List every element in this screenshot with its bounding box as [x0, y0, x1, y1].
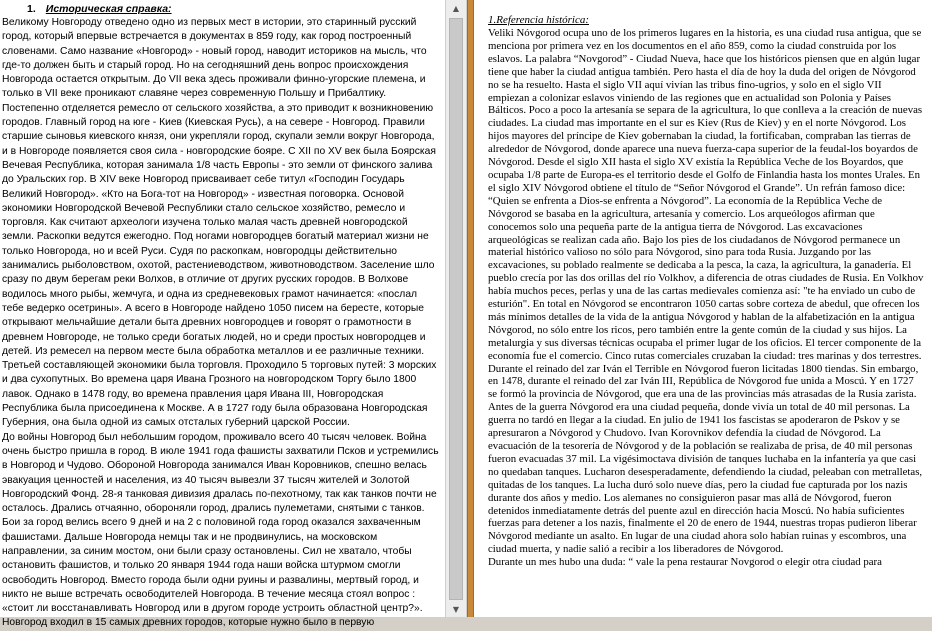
pane-splitter[interactable] [467, 0, 474, 617]
scroll-up-arrow-icon[interactable]: ▲ [452, 3, 460, 13]
left-paragraph: Новгород входил в 15 самых древних городов, которые нужно было в первую [2, 617, 375, 629]
left-title-text: Историческая справка: [45, 3, 172, 15]
vertical-scrollbar[interactable] [445, 0, 467, 617]
right-document-pane[interactable] [474, 0, 932, 617]
right-section-title: 1.Referencia histórica: [488, 14, 590, 26]
right-body [488, 27, 924, 569]
left-title-number: 1. [27, 3, 36, 15]
left-paragraph: До войны Новгород был небольшим городом, проживало всего 40 тысяч человек. Война очень быстро пришла в город. В июле 1941 года фашисты захватили Псков и устремились в Новгород и Чудово. Обороной Новгорода занимался Иван Коровников, спешно велась эвакуация ценностей и населения, из 40 тысяч вывезли 37 тысяч жителей и Золотой Новгородский Фонд. 28-я танковая дивизия дралась по-пехотному, так как танков почти не осталось. Дрались отчаянно, обороняли город, дрались пулеметами, снятыми с танков. Бои за город велись всего 9 дней и на 2 с половиной года город оказался захваченным фашистами. Дальше Новгорода немцы так и не продвинулись, на московском направлении, за синим мостом, они были сразу остановлены. Сил не хватало, чтобы остановить фашистов, и только 20 января 1944 года наши войска штурмом смогли освободить Новгород. Вместо города были одни руины и развалины, мертвый город, и никто не выше встречать освободителей Новгорода. В течение месяца стоял вопрос : «стоит ли восстанавливать Новгород или в другом городе устроить областной центр?». [2, 431, 439, 615]
right-paragraph: Durante un mes hubo una duda: “ vale la pena restaurar Novgorod o elegir otra ciudad para [488, 556, 882, 569]
left-body [2, 16, 441, 631]
scrollbar-thumb[interactable] [449, 18, 463, 600]
right-paragraph: Antes de la guerra Nóvgorod era una ciudad pequeña, donde vivía un total de 40 mil personas. La guerra no tardó en llegar a la ciudad. En julio de 1941 los fascistas se apoderaron de Pskov y se apresuraron a Nóvgorod y Chudovo. Ivan Korovnikov defendía la ciudad de Nóvgorod. La evacuación de la tesorería de Nóvgorod y de la población se realizaba de prisa, de 40 mil personas fueron evacuadas 37 mil. La vigésimoctava división de tanques luchaba en la infantería ya que casi no quedaban tanques. Lucharon desesperadamente, defendiendo la ciudad, peleaban con metralletas, quitadas de los tanques. La lucha duró solo nueve días, pero la ciudad fue capturada por los nazis durante dos años y medio. Los alemanes no consiguieron pasar mas allá de Nóvgorod, fueron detenidos inmediatamente detrás del puente azul en dirección hacia Moscú. No había suficientes fuerzas para detener a los nazis, finalmente el 20 de enero de 1944, nuestras tropas pudieron liberar Nóvgorod mediante un asalto. En lugar de una ciudad ahora solo habían ruinas y escombros, una ciudad muerta, y nadie salió a recibir a los liberadores de Nóvgorod. [488, 401, 923, 556]
left-section-title [27, 2, 441, 16]
right-paragraph: Veliki Nóvgorod ocupa uno de los primeros lugares en la historia, es una ciudad rusa antigua, que se menciona por primera vez en los documentos en el año 859, como la ciudad construida por los eslavos. La palabra “Novgorod” - Ciudad Nueva, hace que los históricos piensen que en algún lugar tiene que haber la ciudad antigua también. Pero hasta el día de hoy la duda del origen de Nóvgorod no se ha resuelto. Hasta el siglo VII aquí vivían las tribus fino-ugrios, y solo en el siglo VII empiezan a colonizar eslavos viniendo de las regiones que en actualidad son Polonia y Países Bálticos. Poco a poco la artesanía se separa de la agricultura, lo que conlleva a la creación de nuevas ciudades. La ciudad mas importante en el sur es Kiev (Rus de Kiev) y en el norte Nóvgorod. Los hijos mayores del príncipe de Kiev gobernaban la ciudad, la fortificaban, compraban las tierras de alrededor de Nóvgorod, donde aparece una nueva fuerza-capa superior de la feudal-los boyardos de Nóvgorod. Desde el siglo XII hasta el siglo XV existía la República Veche de los Boyardos, que ocupaba 1/8 parte de Europa-es el territorio desde el Golfo de Finlandia hasta los montes Urales. En el siglo XIV Nóvgorod obtiene el título de “Señor Nóvgorod el Grande”. Un refrán famoso dice: “Quien se enfrenta a Dios-se enfrenta a Nóvgorod”. La economía de la República Veche de Nóvgorod se basaba en la agricultura, artesanía y comercio. Los arqueólogos afirman que conocemos solo una pequeña parte de la antigua tierra de Nóvgorod. Las excavaciones arqueológicas se realizan cada año. Bajo los pies de los ciudadanos de Nóvgorod permanece un material histórico valioso no sólo para Nóvgorod, sino para toda Rusia. Juzgando por las excavaciones, su poblado realmente se dedicaba a la pesca, la caza, la agricultura, la ganadería. El pueblo crecía por las dos orillas del río Volkhov, a diferencia de otras ciudades de Rusia. En Volkhov había muchos peces, perlas y una de las cartas medievales comienza así: "te ha enviado un cubo de esturión". En total en Nóvgorod se encontraron 1050 cartas sobre corteza de abedul, que ofrecen los más mínimos detalles de la vida de la antigua Nóvgorod y hablan de la alfabetización en la antigua Nóvgorod, no sólo entre los ricos, pero también entre la gente común de la ciudad y sus hijos. La metalurgia y sus diversas técnicas ocupaba el primer lugar de los oficios. El tercer componente de la economía fue el comercio. Cinco rutas comerciales cruzaban la ciudad: tres marinas y dos terrestres. Durante el reinado del zar Iván el Terrible en Nóvgorod fueron licitadas 1800 tiendas. Sin embargo, en 1478, durante el reinado del zar Iván III, República de Nóvgorod fue unida a Moscú. Y en 1727 se formó la provincia de Nóvgorod, que era una de las provincias más atrasadas de la Rusia zarista. [488, 27, 924, 401]
scroll-down-arrow-icon[interactable]: ▼ [452, 604, 460, 614]
left-document-pane[interactable] [0, 0, 445, 629]
left-paragraph: Великому Новгороду отведено одно из первых мест в истории, это старинный русский город, который впервые встречается в документах в 859 году, как город построенный словенами. Само название «Новгород» - новый город, наводит историков на мысль, что где-то должен быть и старый город. Но на сегодняшний день вопрос происхождения Новгорода остается открытым. До VII века здесь проживали финно-угорские племена, и только в VII веке проникают славяне через современную Польшу и Прибалтику. Постепенно отделяется ремесло от сельского хозяйства, а это приводит к возникновению городов. Главный город на юге - Киев (Киевская Русь), а на севере - Новгород. Правили старшие сыновья киевского князя, они укрепляли город, скупали земли вокруг Новгорода, и в Новгороде появляется своя сила - новгородские бояре. С XII по XV век была Боярская Вечевая Республика, которая занимала 1/8 часть Европы - это земли от финского залива до Уральских гор. В XIV веке Новгород присваивает себе титул «Господин Государь Великий Новгород». «Кто на Бога-тот на Новгород» - известная поговорка. Основой экономики Новгородской Вечевой Республики стало сельское хозяйство, ремесло и торговля. Как считают археологи изучена только малая часть древней новгородской земли. Раскопки ведутся ежегодно. Под ногами новгородцев богатый материал жизни не только Новгорода, но и всей Руси. Судя по раскопкам, новгородцы действительно занимались рыболовством, охотой, растениеводством, животноводством. Заселение шло сразу по двум берегам реки Волхов, в отличие от других русских городов. В Волхове водилось много рыбы, жемчуга, и одна из средневековых грамот начинается: «послал тебе ведерко осетрины». А всего в Новгороде найдено 1050 писем на бересте, которые открывают мельчайшие детали быта древних новгородцев и говорят о грамотности в древнем Новгороде, не только среди богатых людей, но и среди простых новгородцев и детей. Из ремесел на первом месте была обработка металлов и ее различные техники. Третьей составляющей экономики была торговля. Проходило 5 торговых путей: 3 морских и два сухопутных. Во времена царя Ивана Грозного на новгородском Торгу было 1800 лавок. Однако в 1478 году, во времена правления царя Ивана III, Новгородская Республика была присоединена к Москве. А в 1727 году была образована Новгородская Губерния, она была одной из самых отсталых губерний царской России. [2, 17, 437, 429]
